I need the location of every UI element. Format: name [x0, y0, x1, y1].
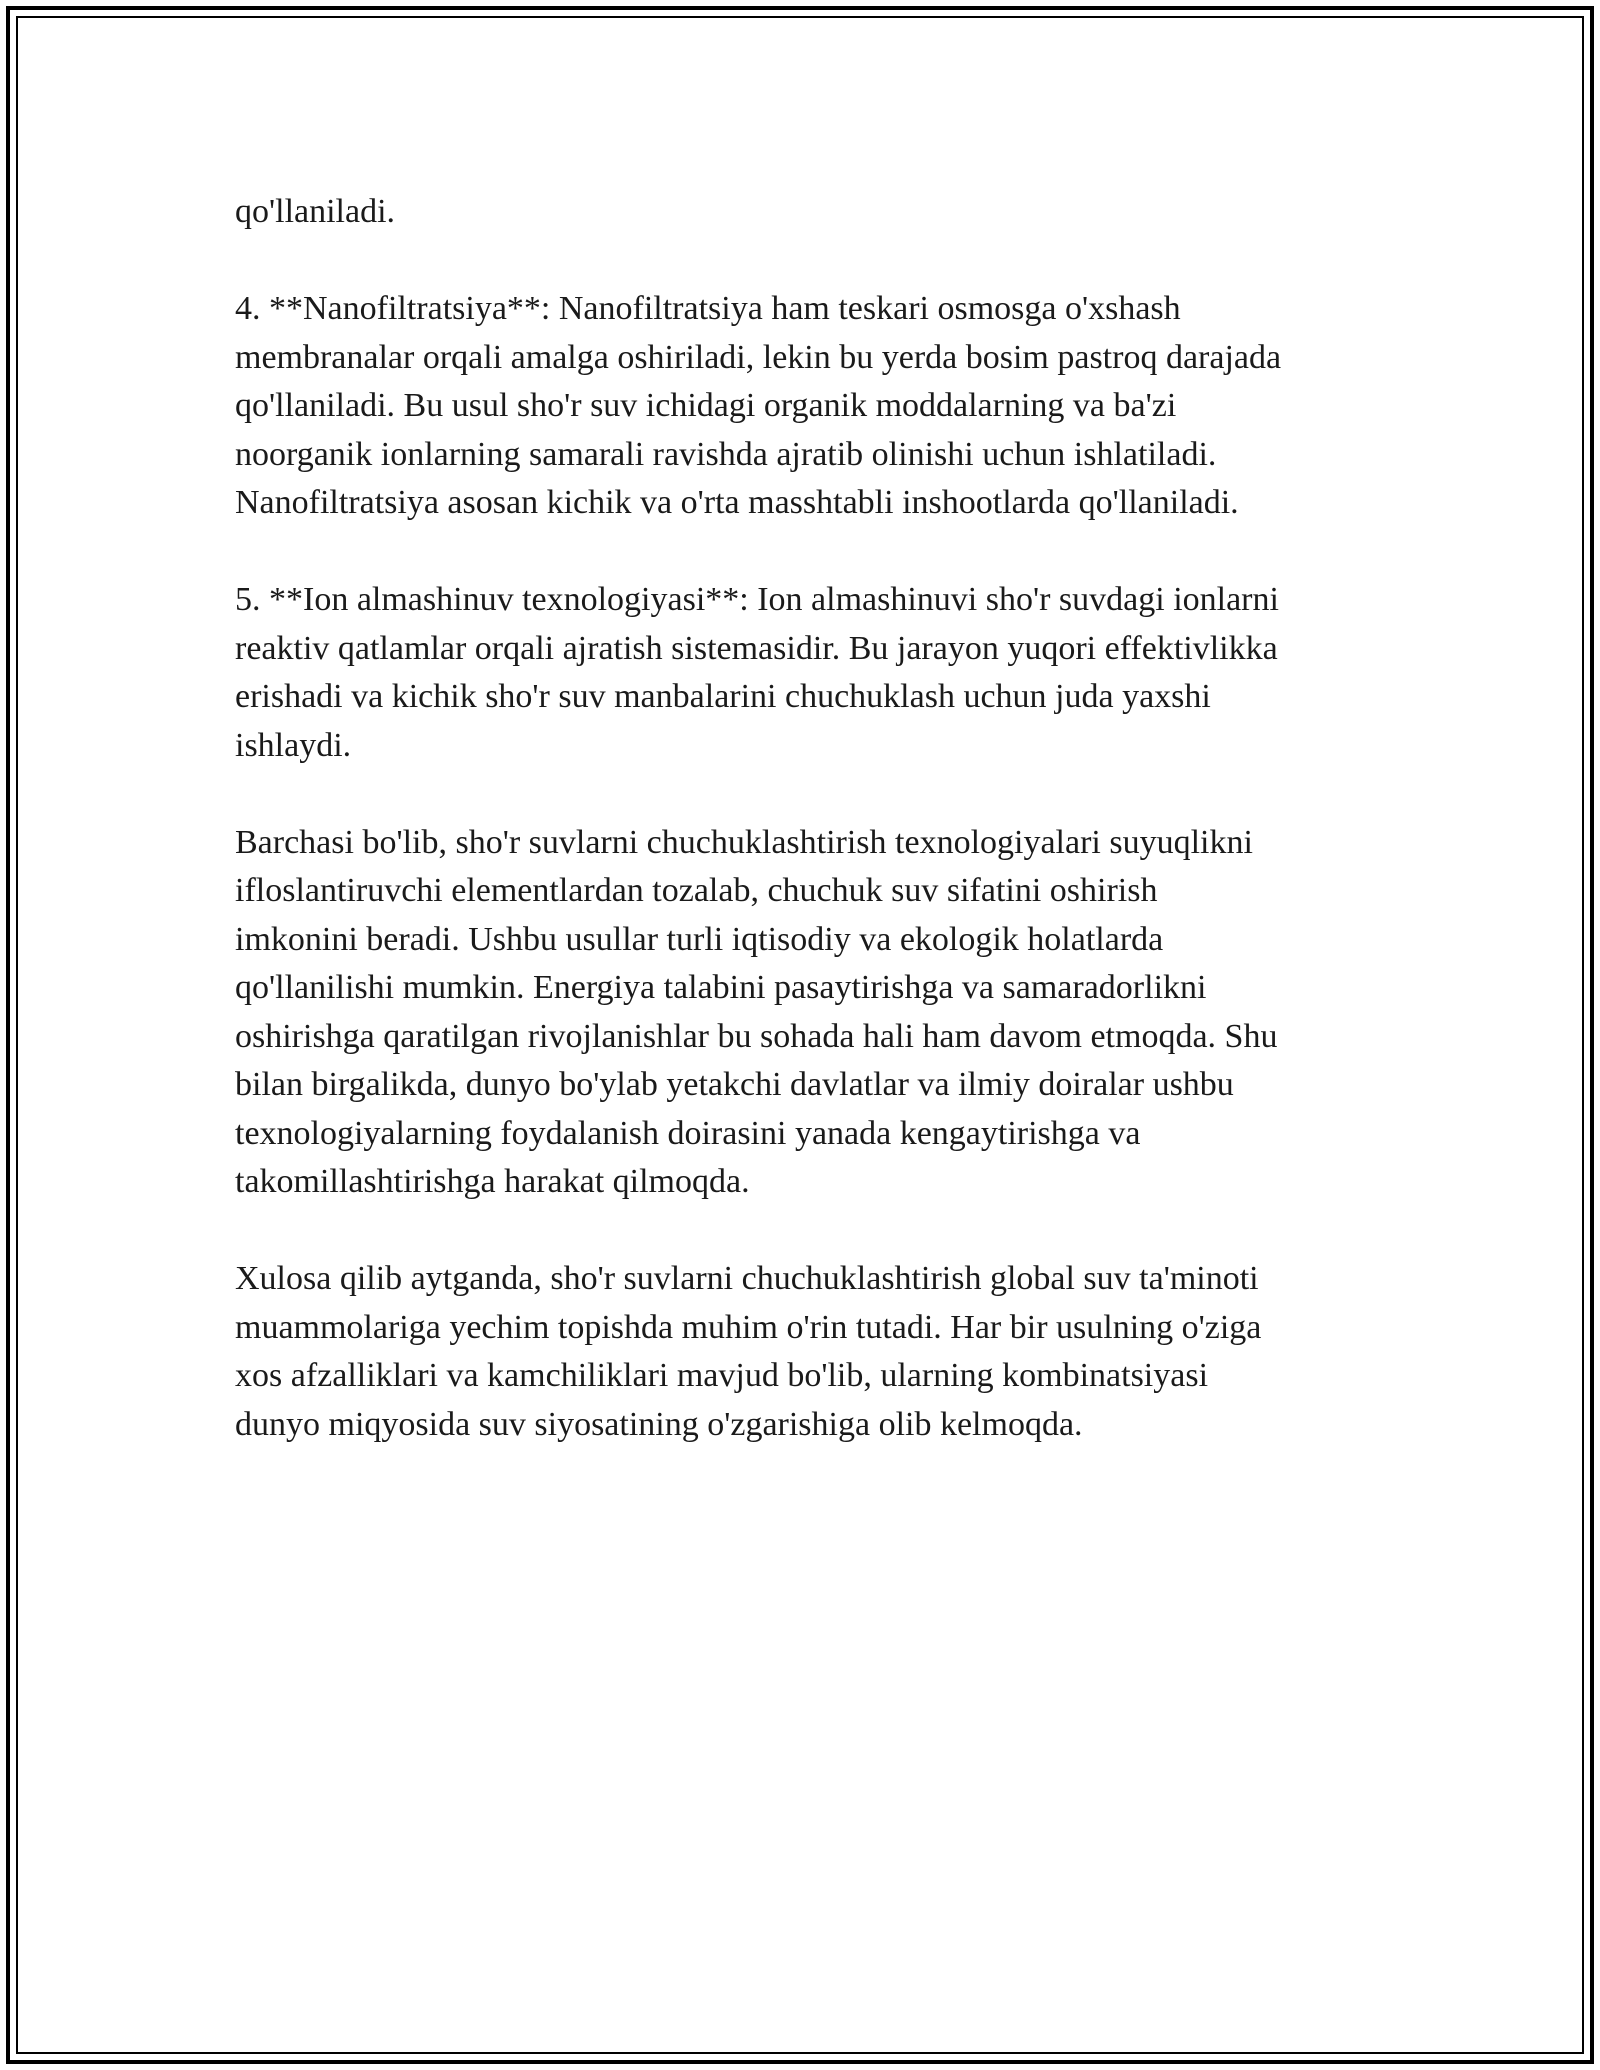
document-body	[235, 188, 1375, 1498]
paragraph-barchasi: Barchasi bo'lib, sho'r suvlarni chuchuklashtirish texnologiyalari suyuqlikni ifloslantiruvchi elementlardan tozalab, chuchuk suv sifatini oshirish imkonini beradi. Ushbu usullar turli iqtisodiy va ekologik holatlarda qo'llanilishi mumkin. Energiya talabini pasaytirishga va samaradorlikni oshirishga qaratilgan rivojlanishlar bu sohada hali ham davom etmoqda. Shu bilan birgalikda, dunyo bo'ylab yetakchi davlatlar va ilmiy doiralar ushbu texnologiyalarning foydalanish doirasini yanada kengaytirishga va takomillashtirishga harakat qilmoqda.	[235, 823, 1278, 1200]
paragraph-continuation: qo'llaniladi.	[235, 193, 396, 230]
paragraph-nanofiltratsiya: 4. **Nanofiltratsiya**: Nanofiltratsiya ham teskari osmosga o'xshash membranalar orqali amalga oshiriladi, lekin bu yerda bosim pastroq darajada qo'llaniladi. Bu usul sho'r suv ichidagi organik moddalarning va ba'zi noorganik ionlarning samarali ravishda ajratib olinishi uchun ishlatiladi. Nanofiltratsiya asosan kichik va o'rta masshtabli inshootlarda qo'llaniladi.	[235, 290, 1282, 521]
paragraph-ion-almashinuv: 5. **Ion almashinuv texnologiyasi**: Ion almashinuvi sho'r suvdagi ionlarni reaktiv qatlamlar orqali ajratish sistemasidir. Bu jarayon yuqori effektivlikka erishadi va kichik sho'r suv manbalarini chuchuklash uchun juda yaxshi ishlaydi.	[235, 581, 1279, 764]
paragraph-xulosa: Xulosa qilib aytganda, sho'r suvlarni chuchuklashtirish global suv ta'minoti muammolariga yechim topishda muhim o'rin tutadi. Har bir usulning o'ziga xos afzalliklari va kamchiliklari mavjud bo'lib, ularning kombinatsiyasi dunyo miqyosida suv siyosatining o'zgarishiga olib kelmoqda.	[235, 1260, 1262, 1443]
